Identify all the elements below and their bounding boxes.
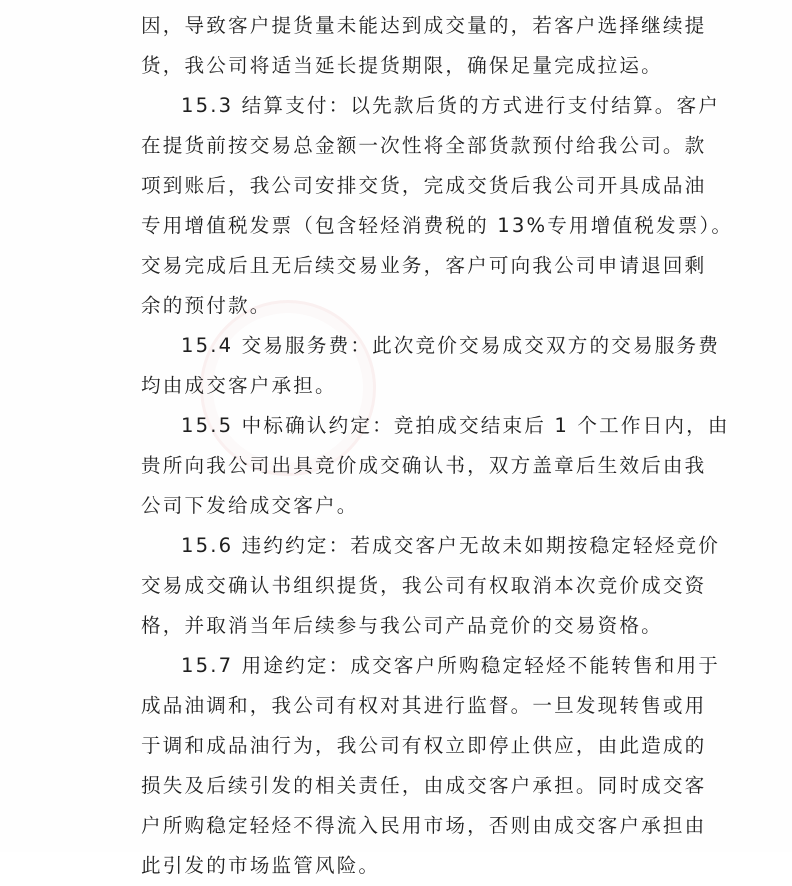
text-line: 损失及后续引发的相关责任，由成交客户承担。同时成交客 (141, 774, 707, 797)
text-line: 户所购稳定轻烃不得流入民用市场，否则由成交客户承担由 (141, 814, 707, 837)
text-line: 因，导致客户提货量未能达到成交量的，若客户选择继续提 (141, 14, 707, 37)
clause-15-4-heading-line: 15.4 交易服务费：此次竞价交易成交双方的交易服务费 (181, 334, 720, 357)
clause-15-7-heading-line: 15.7 用途约定：成交客户所购稳定轻烃不能转售和用于 (181, 654, 720, 677)
clause-15-6-heading-line: 15.6 违约约定：若成交客户无故未如期按稳定轻烃竞价 (181, 534, 720, 557)
text-line: 贵所向我公司出具竞价成交确认书，双方盖章后生效后由我 (141, 454, 707, 477)
text-line: 余的预付款。 (141, 294, 272, 317)
text-line: 交易成交确认书组织提货，我公司有权取消本次竞价成交资 (141, 574, 707, 597)
text-line: 项到账后，我公司安排交货，完成交货后我公司开具成品油 (141, 174, 707, 197)
text-line: 交易完成后且无后续交易业务，客户可向我公司申请退回剩 (141, 254, 707, 277)
text-line: 此引发的市场监管风险。 (141, 854, 381, 877)
text-line: 格，并取消当年后续参与我公司产品竞价的交易资格。 (141, 614, 663, 637)
text-line: 于调和成品油行为，我公司有权立即停止供应，由此造成的 (141, 734, 707, 757)
text-line: 货，我公司将适当延长提货期限，确保足量完成拉运。 (141, 54, 663, 77)
document-text (141, 0, 734, 886)
text-line: 专用增值税发票（包含轻烃消费税的 13%专用增值税发票）。 (141, 214, 734, 237)
clause-15-5-heading-line: 15.5 中标确认约定：竞拍成交结束后 1 个工作日内，由 (181, 414, 730, 437)
clause-15-3-heading-line: 15.3 结算支付：以先款后货的方式进行支付结算。客户 (181, 94, 720, 117)
text-line: 均由成交客户承担。 (141, 374, 337, 397)
text-line: 公司下发给成交客户。 (141, 494, 359, 517)
text-line: 在提货前按交易总金额一次性将全部货款预付给我公司。款 (141, 134, 707, 157)
text-line: 成品油调和，我公司有权对其进行监督。一旦发现转售或用 (141, 694, 707, 717)
